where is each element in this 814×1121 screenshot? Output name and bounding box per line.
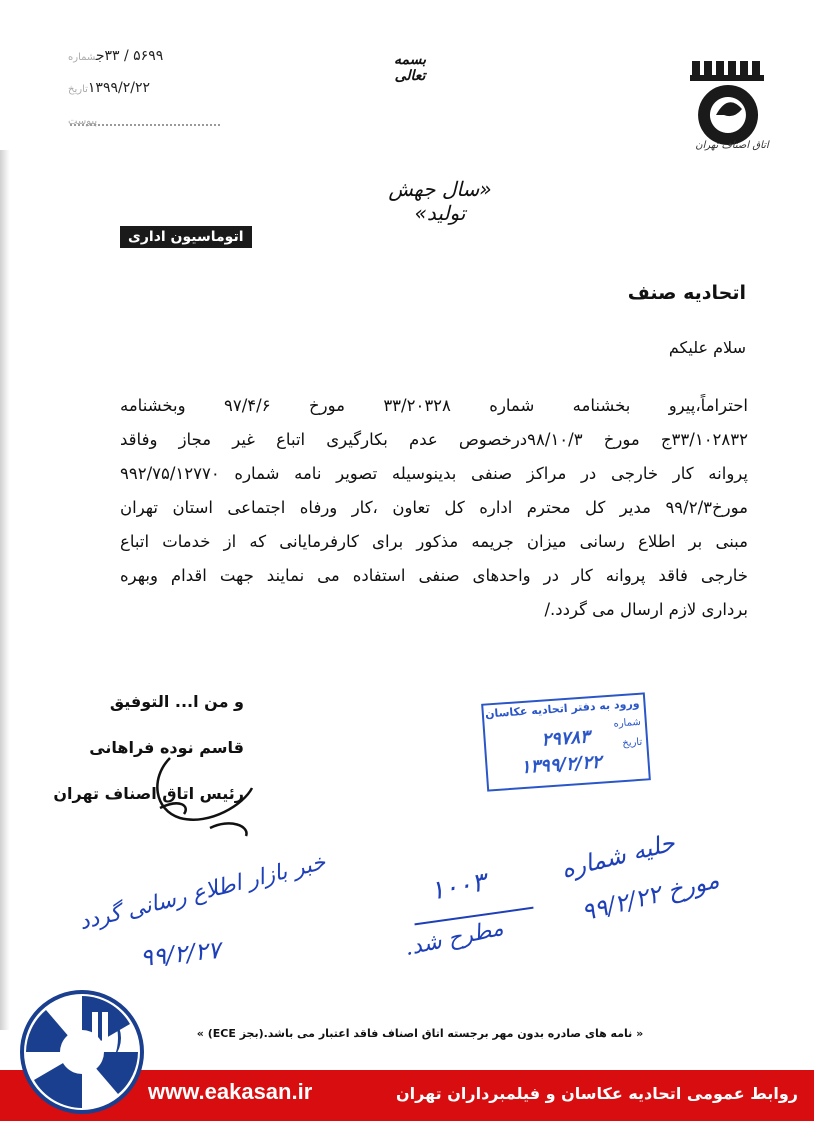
stamp-title: ورود به دفتر اتحادیه عکاسان bbox=[484, 696, 640, 721]
closing-phrase: و من ا... التوفیق bbox=[109, 692, 244, 711]
banner-title: روابط عمومی اتحادیه عکاسان و فیلمبرداران تهران bbox=[396, 1084, 798, 1103]
signer-name: قاسم نوده فراهانی bbox=[89, 738, 244, 757]
handwritten-fraction-top: ۱۰۰۳ bbox=[427, 867, 489, 907]
body-line: پروانه کار خارجی در مراکز صنفی بدینوسیله تصویر نامه شماره ۹۹۲/۷۵/۱۲۷۷۰ bbox=[120, 464, 748, 483]
office-automation-label: اتوماسیون اداری bbox=[120, 226, 252, 248]
logo-caption: اتاق اصناف تهران bbox=[695, 140, 769, 151]
letter-attachment: پیوست bbox=[68, 116, 98, 127]
signature-scribble bbox=[150, 748, 260, 844]
stamp-date-label: تاریخ bbox=[621, 736, 643, 750]
handwritten-fraction-bottom: مطرح شد. bbox=[402, 915, 506, 962]
stamp-number: ۲۹۷۸۳ bbox=[540, 726, 591, 751]
body-line: مبنی بر اطلاع رسانی میزان جریمه مذکور برای کارفرمایانی که از خدمات اتباع bbox=[120, 532, 748, 551]
bismillah: بسمه تعالی bbox=[394, 52, 426, 84]
handwritten-note-left-date: ۹۹/۲/۲۷ bbox=[138, 935, 222, 973]
handwritten-note-right-1: حلیه شماره bbox=[558, 828, 678, 884]
body-line: مورخ۹۹/۲/۳ مدیر کل محترم اداره کل تعاون ،کار ورفاه اجتماعی استان تهران bbox=[120, 498, 748, 517]
photographers-union-logo bbox=[18, 988, 146, 1116]
letter-date: ۱۳۹۹/۲/۲۲تاریخ bbox=[68, 80, 150, 96]
body-line: احتراماً،پیرو بخشنامه شماره ۳۳/۲۰۳۲۸ مورخ ۹۷/۴/۶ وبخشنامه bbox=[120, 396, 748, 415]
year-slogan: «سال جهش تولید» bbox=[388, 177, 492, 225]
greeting: سلام علیکم bbox=[668, 338, 746, 357]
handwritten-note-left: خبر بازار اطلاع رسانی گردد bbox=[76, 849, 329, 936]
body-line: خارجی فاقد پروانه کار در واحدهای صنفی استفاده می نمایند جهت اقدام وبهره bbox=[120, 566, 748, 585]
handwritten-note-right-2: مورخ ۹۹/۲/۲۲ bbox=[578, 865, 722, 927]
body-line: برداری لازم ارسال می گردد./ bbox=[544, 600, 748, 619]
website-url[interactable]: www.eakasan.ir bbox=[148, 1079, 313, 1104]
receipt-stamp bbox=[481, 692, 651, 791]
letter-number: ۵۶۹۹ / ۳۳جشماره bbox=[68, 48, 164, 64]
stamp-number-label: شماره bbox=[613, 716, 642, 730]
attachment-dots bbox=[70, 124, 220, 126]
stamp-date: ۱۳۹۹/۲/۲۲ bbox=[520, 751, 603, 779]
body-line: ۳۳/۱۰۲۸۳۲ج مورخ ۹۸/۱۰/۳درخصوص عدم بکارگیری اتباع غیر مجاز وفاقد bbox=[120, 430, 749, 449]
signer-title: رئیس اتاق اصناف تهران bbox=[53, 784, 244, 803]
validity-footnote: « نامه های صادره بدون مهر برجسته اتاق اصناف فاقد اعتبار می باشد.(بجز ECE) » bbox=[196, 1027, 644, 1040]
scan-edge-shadow bbox=[0, 150, 10, 1030]
recipient: اتحادیه صنف bbox=[627, 282, 746, 304]
